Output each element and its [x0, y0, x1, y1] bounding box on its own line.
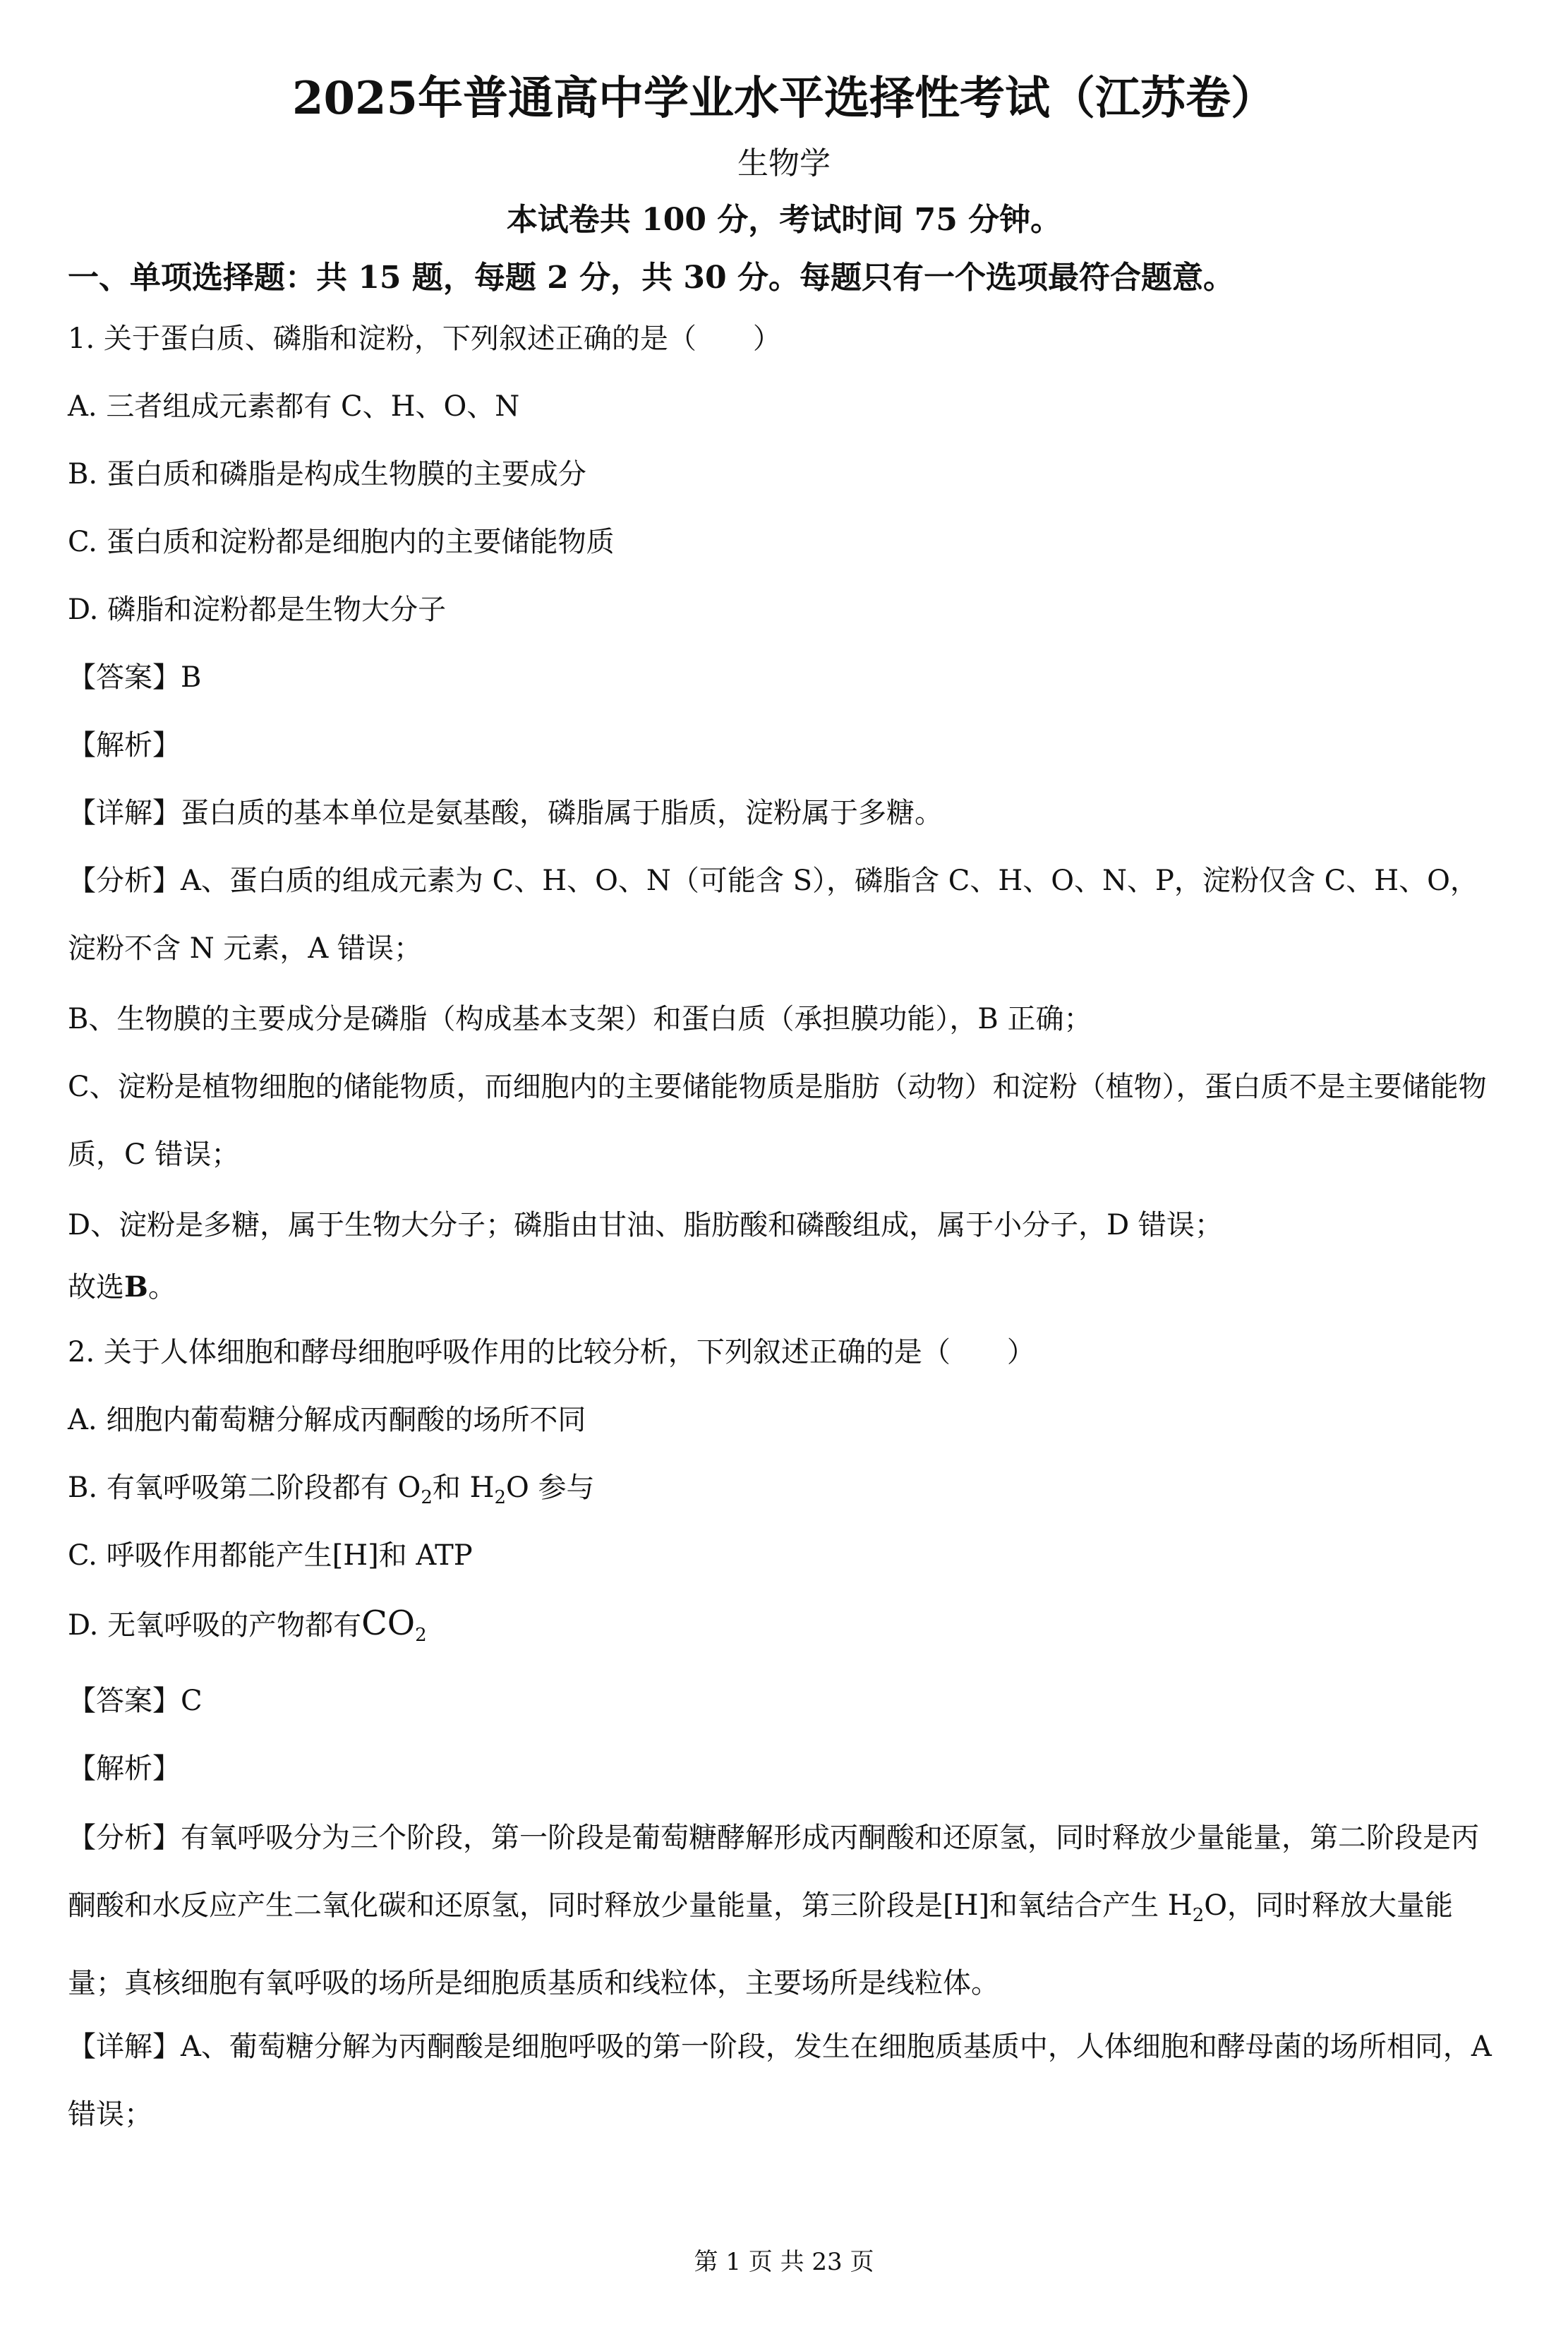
q2-option-d	[68, 1602, 427, 1656]
q1-conclusion-prefix: 故选	[68, 1271, 124, 1304]
section-heading: 一、单项选择题：共 15 题，每题 2 分，共 30 分。每题只有一个选项最符合题意。	[68, 260, 1234, 296]
q2-option-d-sub: 2	[415, 1625, 427, 1646]
exam-info: 本试卷共 100 分，考试时间 75 分钟。	[506, 202, 1062, 238]
q1-explain-b: B、生物膜的主要成分是磷脂（构成基本支架）和蛋白质（承担膜功能），B 正确；	[68, 1003, 1092, 1035]
q1-option-b: B. 蛋白质和磷脂是构成生物膜的主要成分	[68, 458, 586, 491]
page-title: 2025年普通高中学业水平选择性考试（江苏卷）	[291, 72, 1277, 125]
q2-fenxi	[68, 1804, 1500, 2017]
q2-analysis-label: 【解析】	[68, 1752, 181, 1785]
q1-explain-c: C、淀粉是植物细胞的储能物质，而细胞内的主要储能物质是脂肪（动物）和淀粉（植物），蛋白质不是主要储能物质，C 错误；	[68, 1071, 1487, 1171]
q1-conclusion-letter: B	[124, 1270, 148, 1304]
q2-option-b-post: O 参与	[506, 1472, 595, 1504]
q2-option-c: C. 呼吸作用都能产生[H]和 ATP	[68, 1539, 473, 1572]
q2-option-b-sub2: 2	[494, 1487, 507, 1508]
q2-option-b-mid: 和 H	[432, 1472, 495, 1504]
q2-option-d-co: CO	[361, 1604, 416, 1643]
q1-option-c: C. 蛋白质和淀粉都是细胞内的主要储能物质	[68, 526, 615, 558]
q1-answer: 【答案】B	[68, 661, 202, 694]
q2-option-b-pre: B. 有氧呼吸第二阶段都有 O	[68, 1472, 421, 1504]
q1-detail: 【详解】蛋白质的基本单位是氨基酸，磷脂属于脂质，淀粉属于多糖。	[68, 797, 943, 829]
q1-fenxi: 【分析】A、蛋白质的组成元素为 C、H、O、N（可能含 S），磷脂含 C、H、O、N、P，淀粉仅含 C、H、O，淀粉不含 N 元素，A 错误；	[68, 865, 1478, 965]
q2-option-d-pre: D. 无氧呼吸的产物都有	[68, 1609, 362, 1642]
q1-explain-d: D、淀粉是多糖，属于生物大分子；磷脂由甘油、脂肪酸和磷酸组成，属于小分子，D 错误；	[68, 1209, 1223, 1241]
q2-option-b-sub1: 2	[421, 1487, 433, 1508]
q2-detail: 【详解】A、葡萄糖分解为丙酮酸是细胞呼吸的第一阶段，发生在细胞质基质中，人体细胞和酵母菌的场所相同，A 错误；	[68, 2031, 1492, 2131]
q1-analysis-label: 【解析】	[68, 729, 181, 762]
page-footer: 第 1 页 共 23 页	[694, 2248, 874, 2276]
q2-answer: 【答案】C	[68, 1685, 203, 1717]
q2-fenxi-sub: 2	[1192, 1905, 1205, 1926]
q2-option-b	[68, 1467, 595, 1519]
q2-fenxi-post: O，同时释放大量能量；真核细胞有氧呼吸的场所是细胞质基质和线粒体，主要场所是线粒体。	[68, 1889, 1454, 1999]
q1-conclusion-suffix: 。	[147, 1271, 176, 1304]
q2-option-a: A. 细胞内葡萄糖分解成丙酮酸的场所不同	[68, 1404, 586, 1436]
q1-option-d: D. 磷脂和淀粉都是生物大分子	[68, 594, 447, 626]
q2-fenxi-pre: 【分析】有氧呼吸分为三个阶段，第一阶段是葡萄糖酵解形成丙酮酸和还原氢，同时释放少量能量，第二阶段是丙酮酸和水反应产生二氧化碳和还原氢，同时释放少量能量，第三阶段是[H]和氧结合产生 H	[68, 1822, 1479, 1922]
q1-option-a: A. 三者组成元素都有 C、H、O、N	[68, 390, 520, 423]
subject-title: 生物学	[737, 145, 831, 181]
q2-stem: 2. 关于人体细胞和酵母细胞呼吸作用的比较分析，下列叙述正确的是（ ）	[68, 1336, 1035, 1368]
q1-stem: 1. 关于蛋白质、磷脂和淀粉，下列叙述正确的是（ ）	[68, 323, 781, 355]
q1-conclusion	[68, 1266, 176, 1309]
